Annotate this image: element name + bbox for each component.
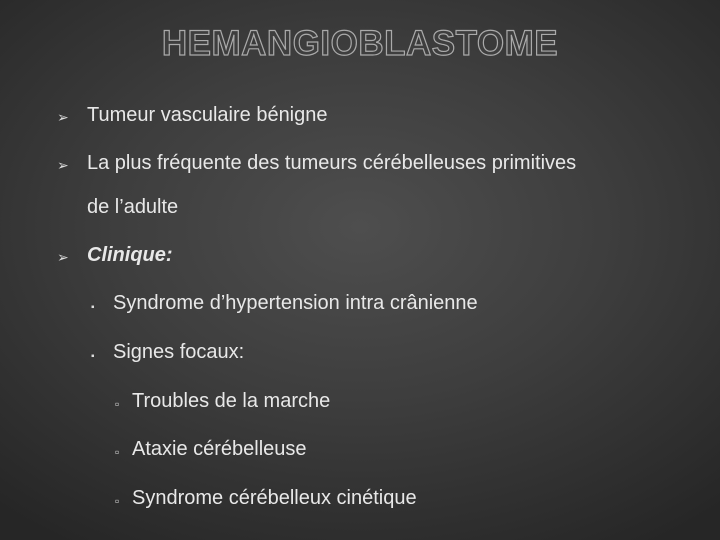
bullet-continuation: de l’adulte [87, 196, 179, 218]
square-bullet-icon: ▪ [91, 302, 95, 313]
sub-sub-bullet-text: Syndrome cérébelleux cinétique [132, 487, 417, 509]
bullet-text: Clinique: [87, 244, 173, 266]
square-bullet-icon: ▪ [91, 351, 95, 362]
sub-bullet-text: Syndrome d’hypertension intra crânienne [113, 292, 478, 314]
arrow-bullet-icon: ➢ [57, 157, 69, 173]
hollow-square-bullet-icon: ▫ [115, 445, 120, 459]
sub-sub-bullet-text: Ataxie cérébelleuse [132, 438, 307, 460]
sub-bullet-text: Signes focaux: [113, 341, 245, 363]
hollow-square-bullet-icon: ▫ [115, 494, 120, 508]
bullet-text: La plus fréquente des tumeurs cérébelleuses primitives [87, 152, 577, 174]
hollow-square-bullet-icon: ▫ [115, 397, 120, 411]
bullet-text: Tumeur vasculaire bénigne [87, 104, 328, 126]
arrow-bullet-icon: ➢ [57, 249, 69, 265]
sub-sub-bullet-text: Troubles de la marche [132, 390, 331, 412]
arrow-bullet-icon: ➢ [57, 109, 69, 125]
slide-title: HEMANGIOBLASTOME [161, 24, 559, 63]
